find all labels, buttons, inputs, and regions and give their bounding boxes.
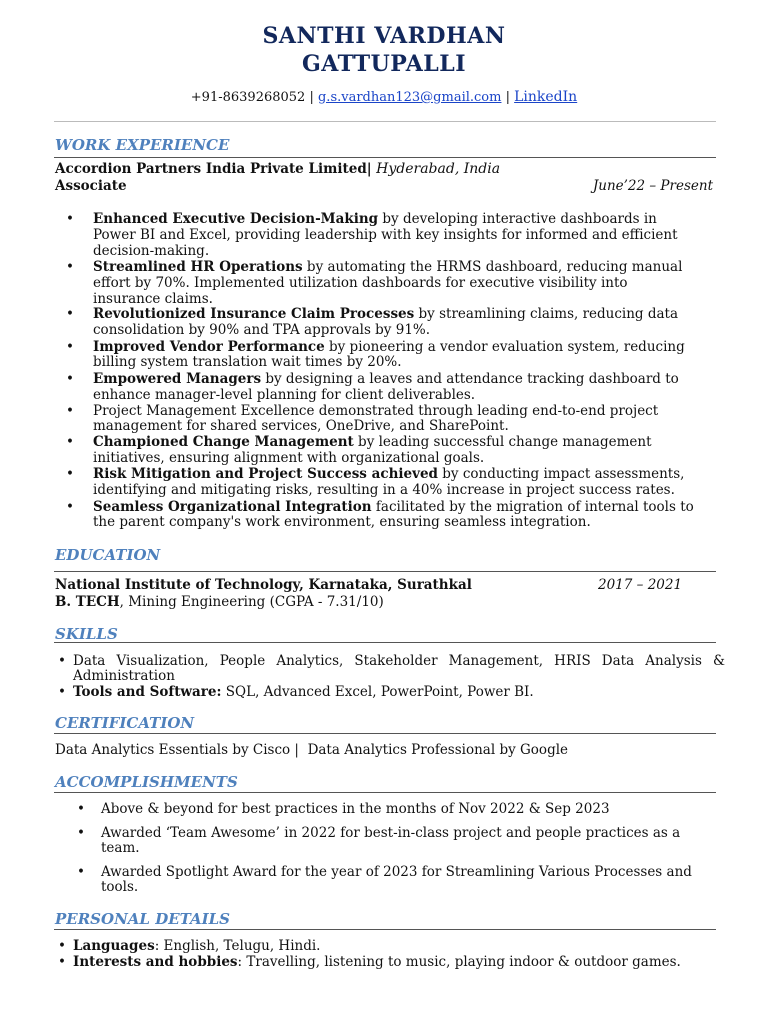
list-item-cont: Power BI and Excel, providing leadership with key insights for informed and efficient	[93, 227, 678, 243]
bullet-glyph: •	[66, 339, 74, 355]
accomplishment-item-cont: team.	[101, 840, 140, 856]
list-item-cont: initiatives, ensuring alignment with organizational goals.	[93, 450, 485, 466]
contact-separator: |	[305, 90, 318, 105]
list-item-cont: management for shared services, OneDrive, and SharePoint.	[93, 418, 509, 434]
list-item-cont: consolidation by 90% and TPA approvals by 91%.	[93, 322, 431, 338]
section-rule	[54, 733, 716, 734]
bullet-glyph: •	[66, 499, 74, 515]
bullet-glyph: •	[77, 864, 85, 880]
list-item-cont: effort by 70%. Implemented utilization dashboards for executive visibility into	[93, 275, 628, 291]
email-link[interactable]: g.s.vardhan123@gmail.com	[317, 90, 502, 105]
bullet-glyph: •	[77, 801, 85, 817]
bullet-glyph: •	[58, 938, 66, 954]
company-location: Hyderabad, India	[371, 161, 501, 177]
bullet-glyph: •	[66, 211, 74, 227]
section-title-personal-details: PERSONAL DETAILS	[55, 910, 231, 928]
list-item: Revolutionized Insurance Claim Processes by streamlining claims, reducing data	[93, 306, 679, 322]
list-item-cont: decision-making.	[93, 243, 210, 259]
section-rule	[54, 157, 716, 158]
section-rule	[54, 792, 716, 793]
list-item-cont: enhance manager-level planning for client deliverables.	[93, 387, 476, 403]
list-item-cont: billing system translation wait times by 20%.	[93, 354, 402, 370]
section-title-certification: CERTIFICATION	[55, 714, 195, 732]
skills-item-tools: Tools and Software: SQL, Advanced Excel, PowerPoint, Power BI.	[73, 684, 534, 700]
accomplishment-item: Awarded Spotlight Award for the year of 2023 for Streamlining Various Processes and	[101, 864, 692, 880]
bullet-glyph: •	[66, 371, 74, 387]
section-title-skills: SKILLS	[55, 625, 118, 643]
skills-item-cont: Administration	[73, 668, 175, 684]
list-item: Championed Change Management by leading successful change management	[93, 434, 652, 450]
bullet-glyph: •	[66, 403, 74, 419]
section-title-education: EDUCATION	[55, 546, 161, 564]
bullet-glyph: •	[58, 653, 66, 669]
name-line-1: SANTHI VARDHAN	[262, 23, 506, 49]
list-item: Streamlined HR Operations by automating the HRMS dashboard, reducing manual	[93, 259, 683, 275]
phone-number: +91-8639268052	[190, 90, 306, 105]
bullet-glyph: •	[77, 825, 85, 841]
company-separator: |	[366, 161, 372, 177]
list-item: Improved Vendor Performance by pioneering a vendor evaluation system, reducing	[93, 339, 685, 355]
accomplishment-item-cont: tools.	[101, 879, 139, 895]
education-degree: B. TECH, Mining Engineering (CGPA - 7.31/10)	[55, 594, 384, 610]
list-item-cont: insurance claims.	[93, 291, 213, 307]
list-item: Empowered Managers by designing a leaves and attendance tracking dashboard to	[93, 371, 679, 387]
accomplishment-item: Above & beyond for best practices in the months of Nov 2022 & Sep 2023	[101, 801, 610, 817]
header-divider	[54, 121, 716, 122]
name-line-2: GATTUPALLI	[301, 51, 467, 77]
section-rule	[54, 571, 716, 572]
section-rule	[54, 642, 716, 643]
contact-separator: |	[501, 90, 515, 105]
personal-languages: Languages: English, Telugu, Hindi.	[73, 938, 321, 954]
job-dates: June’22 – Present	[592, 178, 713, 194]
list-item-cont: identifying and mitigating risks, resulting in a 40% increase in project success rates.	[93, 482, 675, 498]
list-item: Seamless Organizational Integration facilitated by the migration of internal tools to	[93, 499, 694, 515]
list-item: Project Management Excellence demonstrated through leading end-to-end project	[93, 403, 659, 419]
company-line	[55, 161, 500, 177]
list-item: Risk Mitigation and Project Success achieved by conducting impact assessments,	[93, 466, 685, 482]
education-dates: 2017 – 2021	[598, 577, 683, 593]
bullet-glyph: •	[66, 259, 74, 275]
bullet-glyph: •	[58, 954, 66, 970]
accomplishment-item: Awarded ‘Team Awesome’ in 2022 for best-in-class project and people practices as a	[101, 825, 681, 841]
list-item: Enhanced Executive Decision-Making by developing interactive dashboards in	[93, 211, 657, 227]
list-item-cont: the parent company's work environment, ensuring seamless integration.	[93, 514, 591, 530]
section-title-work-experience: WORK EXPERIENCE	[55, 136, 230, 154]
education-institute: National Institute of Technology, Karnataka, Surathkal	[55, 577, 472, 593]
bullet-glyph: •	[58, 684, 66, 700]
company-name: Accordion Partners India Private Limited	[55, 161, 367, 177]
bullet-glyph: •	[66, 306, 74, 322]
job-role: Associate	[55, 178, 127, 194]
bullet-glyph: •	[66, 434, 74, 450]
section-title-accomplishments: ACCOMPLISHMENTS	[55, 773, 238, 791]
skills-item: Data Visualization, People Analytics, Stakeholder Management, HRIS Data Analysis &	[73, 653, 725, 669]
personal-interests: Interests and hobbies: Travelling, listening to music, playing indoor & outdoor games.	[73, 954, 681, 970]
bullet-glyph: •	[66, 466, 74, 482]
contact-line	[0, 88, 768, 107]
linkedin-link[interactable]: LinkedIn	[514, 89, 578, 105]
section-rule	[54, 929, 716, 930]
certification-text: Data Analytics Essentials by Cisco | Data Analytics Professional by Google	[55, 742, 569, 758]
